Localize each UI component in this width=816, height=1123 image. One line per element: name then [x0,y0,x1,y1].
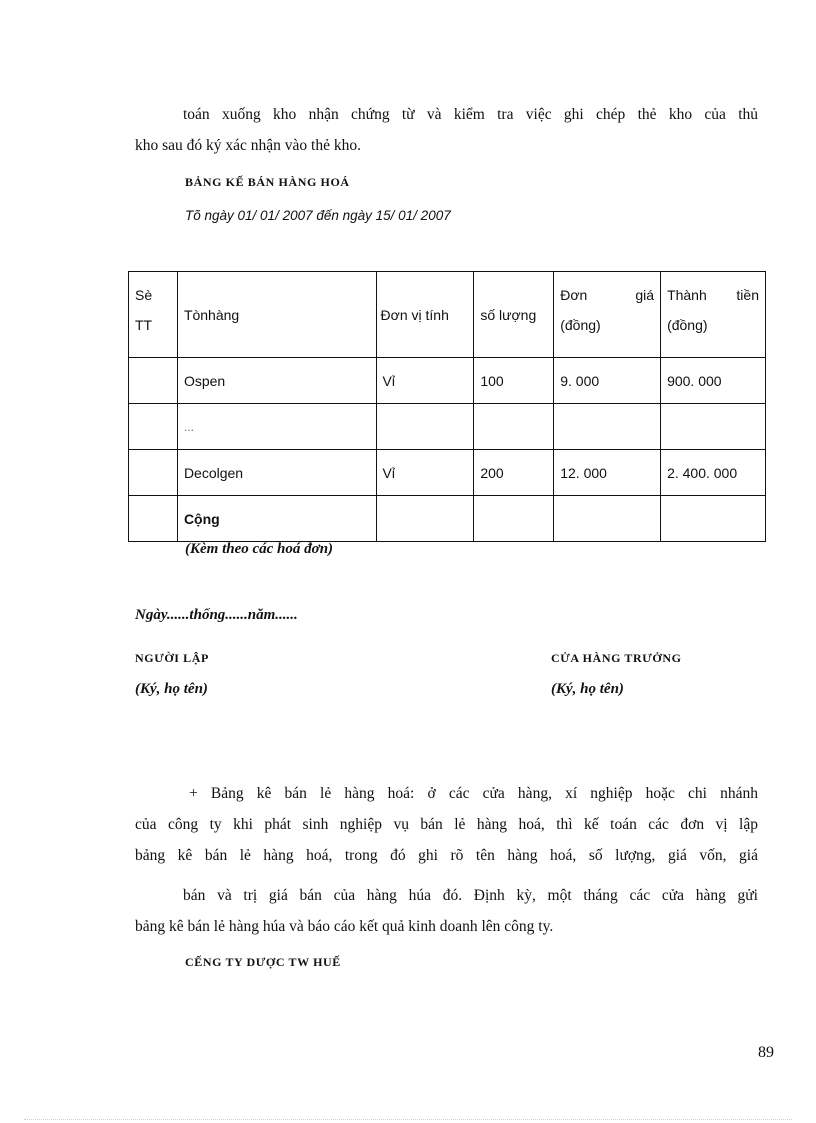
table-row [129,404,766,450]
cell-gia: 9. 000 [554,358,661,404]
cell-dvt: Vỉ [376,358,474,404]
cell-tien [661,496,766,542]
signature-right-title: CỬA HÀNG TRƯỞNG [551,651,682,665]
cell-dvt [376,404,474,450]
table-row [129,358,766,404]
cell-ten: ... [177,404,376,450]
table-total-row [129,496,766,542]
paragraph-periodic [135,880,758,942]
table-row [129,450,766,496]
cell-stt [129,404,178,450]
header-don-vi: Đơn vị tính [376,272,474,358]
sales-table [128,271,766,542]
date-range: Tõ ngày 01/ 01/ 2007 đến ngày 15/ 01/ 2007 [185,208,451,223]
paragraph-intro [135,99,758,161]
paragraph-line: kho sau đó ký xác nhận vào thẻ kho. [135,137,361,154]
header-don-gia: Đơn giá (đồng) [554,272,661,358]
header-thanh-tien: Thành tiền (đồng) [661,272,766,358]
cell-ten: Ospen [177,358,376,404]
cell-sl [474,404,554,450]
cell-ten: Decolgen [177,450,376,496]
footer-divider [24,1119,792,1120]
cell-stt [129,496,178,542]
cell-stt [129,358,178,404]
cell-stt [129,450,178,496]
cell-gia [554,496,661,542]
paragraph-line: của công ty khi phát sinh nghiệp vụ bán lẻ hàng hoá, thì kế toán các đơn vị lập [135,816,758,833]
paragraph-line: bảng kê bán lẻ hàng hoá, trong đó ghi rõ tên hàng hoá, số lượng, giá vốn, giá [135,847,758,864]
cell-tien: 2. 400. 000 [661,450,766,496]
attached-note: (Kèm theo các hoá đơn) [185,541,334,557]
company-heading: CẾNG TY DƯỢC TW HUẾ [185,955,341,969]
paragraph-line: bán và trị giá bán của hàng húa đó. Định kỳ, một tháng các cửa hàng gửi [183,887,758,904]
cell-tien: 900. 000 [661,358,766,404]
table-header-row [129,272,766,358]
page-number: 89 [758,1044,774,1061]
header-stt: Sè TT [129,272,178,358]
cell-sl: 200 [474,450,554,496]
signature-left-title: NGƯỜI LẬP [135,651,209,665]
cell-dvt: Vỉ [376,450,474,496]
date-line: Ngày......thống......năm...... [135,607,298,623]
signature-left-note: (Ký, họ tên) [135,681,208,697]
paragraph-line: + Bảng kê bán lẻ hàng hoá: ở các cửa hàng, xí nghiệp hoặc chi nhánh [189,785,758,802]
paragraph-line: bảng kê bán lẻ hàng húa và báo cáo kết quả kinh doanh lên công ty. [135,918,554,935]
cell-dvt [376,496,474,542]
paragraph-retail [135,778,758,871]
table-title: BẢNG KẾ BÁN HÀNG HOÁ [185,175,350,189]
header-ten-hang: Tònhàng [177,272,376,358]
cell-tien [661,404,766,450]
paragraph-line: toán xuống kho nhận chứng từ và kiểm tra việc ghi chép thẻ kho của thủ [183,106,758,123]
cell-gia: 12. 000 [554,450,661,496]
header-so-luong: số lượng [474,272,554,358]
cell-sl [474,496,554,542]
cell-gia [554,404,661,450]
cell-sl: 100 [474,358,554,404]
signature-right-note: (Ký, họ tên) [551,681,624,697]
cell-total-label: Cộng [177,496,376,542]
